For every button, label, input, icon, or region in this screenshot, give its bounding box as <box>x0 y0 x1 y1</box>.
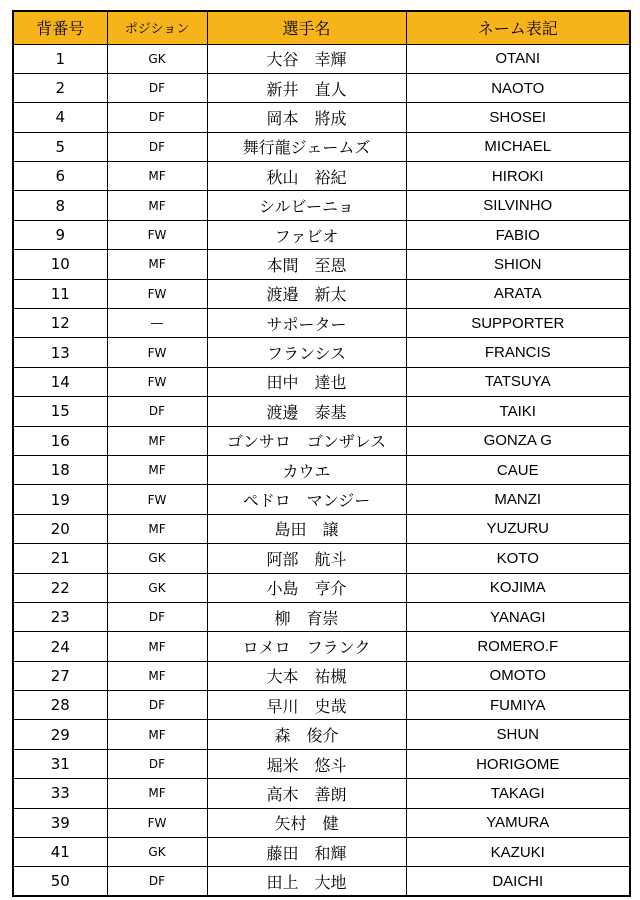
player-number: 33 <box>13 779 107 808</box>
player-name: ファビオ <box>207 220 406 249</box>
player-name: 小島 亨介 <box>207 573 406 602</box>
player-number: 9 <box>13 220 107 249</box>
player-number: 14 <box>13 367 107 396</box>
table-row <box>13 867 630 896</box>
table-row <box>13 338 630 367</box>
player-position: DF <box>107 103 207 132</box>
player-position: FW <box>107 338 207 367</box>
player-position: DF <box>107 73 207 102</box>
player-position: MF <box>107 632 207 661</box>
player-name: 柳 育崇 <box>207 602 406 631</box>
player-name-notation: FRANCIS <box>406 338 630 367</box>
player-name: 早川 史哉 <box>207 691 406 720</box>
player-name-notation: OTANI <box>406 44 630 73</box>
player-name-notation: DAICHI <box>406 867 630 896</box>
player-number: 22 <box>13 573 107 602</box>
table-row <box>13 220 630 249</box>
player-name-notation: MANZI <box>406 485 630 514</box>
table-row <box>13 279 630 308</box>
player-name-notation: SHUN <box>406 720 630 749</box>
player-name: ゴンサロ ゴンザレス <box>207 426 406 455</box>
player-name-notation: CAUE <box>406 455 630 484</box>
table-row <box>13 455 630 484</box>
player-name-notation: MICHAEL <box>406 132 630 161</box>
player-name-notation: YAMURA <box>406 808 630 837</box>
player-name-notation: YANAGI <box>406 602 630 631</box>
player-name-notation: TAKAGI <box>406 779 630 808</box>
table-row <box>13 250 630 279</box>
player-name-notation: ROMERO.F <box>406 632 630 661</box>
player-name: サポーター <box>207 309 406 338</box>
table-row <box>13 485 630 514</box>
player-number: 10 <box>13 250 107 279</box>
player-number: 27 <box>13 661 107 690</box>
player-name: シルビーニョ <box>207 191 406 220</box>
table-row <box>13 749 630 778</box>
player-name-notation: TATSUYA <box>406 367 630 396</box>
player-number: 8 <box>13 191 107 220</box>
player-name-notation: KAZUKI <box>406 838 630 867</box>
player-number: 11 <box>13 279 107 308</box>
table-row <box>13 73 630 102</box>
table-row <box>13 720 630 749</box>
table-row <box>13 103 630 132</box>
player-position: DF <box>107 749 207 778</box>
player-number: 5 <box>13 132 107 161</box>
player-position: FW <box>107 279 207 308</box>
player-number: 19 <box>13 485 107 514</box>
player-position: MF <box>107 661 207 690</box>
player-name-notation: YUZURU <box>406 514 630 543</box>
table-row <box>13 808 630 837</box>
player-number: 23 <box>13 602 107 631</box>
player-position: FW <box>107 808 207 837</box>
player-number: 2 <box>13 73 107 102</box>
player-name: 高木 善朗 <box>207 779 406 808</box>
table-row <box>13 661 630 690</box>
roster-table-body <box>13 44 630 896</box>
player-name-notation: HIROKI <box>406 162 630 191</box>
table-row <box>13 573 630 602</box>
player-name-notation: KOTO <box>406 544 630 573</box>
player-position: DF <box>107 132 207 161</box>
player-position: MF <box>107 779 207 808</box>
table-row <box>13 632 630 661</box>
player-position: MF <box>107 191 207 220</box>
table-row <box>13 426 630 455</box>
player-position: GK <box>107 838 207 867</box>
table-row <box>13 309 630 338</box>
player-name-notation: NAOTO <box>406 73 630 102</box>
header-name-notation: ネーム表記 <box>406 11 630 44</box>
table-row <box>13 367 630 396</box>
player-name: 渡邊 泰基 <box>207 397 406 426</box>
player-position: MF <box>107 514 207 543</box>
player-position: MF <box>107 426 207 455</box>
player-name: 島田 譲 <box>207 514 406 543</box>
player-name: 田上 大地 <box>207 867 406 896</box>
player-position: DF <box>107 602 207 631</box>
player-position: DF <box>107 867 207 896</box>
player-name: ペドロ マンジー <box>207 485 406 514</box>
player-name: カウエ <box>207 455 406 484</box>
player-position: MF <box>107 162 207 191</box>
player-name-notation: ARATA <box>406 279 630 308</box>
player-name-notation: OMOTO <box>406 661 630 690</box>
player-name-notation: SILVINHO <box>406 191 630 220</box>
player-number: 29 <box>13 720 107 749</box>
player-name: 大本 祐槻 <box>207 661 406 690</box>
table-row <box>13 691 630 720</box>
player-position: GK <box>107 44 207 73</box>
player-name-notation: GONZA G <box>406 426 630 455</box>
table-row <box>13 44 630 73</box>
player-name: 堀米 悠斗 <box>207 749 406 778</box>
player-name-notation: SHOSEI <box>406 103 630 132</box>
player-number: 13 <box>13 338 107 367</box>
player-position: ― <box>107 309 207 338</box>
player-number: 21 <box>13 544 107 573</box>
player-position: FW <box>107 220 207 249</box>
player-name: 秋山 裕紀 <box>207 162 406 191</box>
header-position: ポジション <box>107 11 207 44</box>
table-row <box>13 514 630 543</box>
table-row <box>13 544 630 573</box>
table-row <box>13 602 630 631</box>
player-name-notation: TAIKI <box>406 397 630 426</box>
player-name: 渡邉 新太 <box>207 279 406 308</box>
player-name-notation: HORIGOME <box>406 749 630 778</box>
player-number: 31 <box>13 749 107 778</box>
player-name-notation: SUPPORTER <box>406 309 630 338</box>
header-player-name: 選手名 <box>207 11 406 44</box>
header-row <box>13 11 630 44</box>
player-position: MF <box>107 250 207 279</box>
player-position: DF <box>107 691 207 720</box>
player-position: FW <box>107 485 207 514</box>
header-number: 背番号 <box>13 11 107 44</box>
player-name: 阿部 航斗 <box>207 544 406 573</box>
player-position: GK <box>107 573 207 602</box>
player-number: 18 <box>13 455 107 484</box>
player-number: 4 <box>13 103 107 132</box>
player-number: 28 <box>13 691 107 720</box>
roster-table-header <box>13 11 630 44</box>
player-name: 矢村 健 <box>207 808 406 837</box>
player-position: FW <box>107 367 207 396</box>
player-name: 岡本 將成 <box>207 103 406 132</box>
table-row <box>13 838 630 867</box>
player-position: DF <box>107 397 207 426</box>
player-name-notation: FABIO <box>406 220 630 249</box>
table-row <box>13 779 630 808</box>
player-number: 39 <box>13 808 107 837</box>
player-name: 新井 直人 <box>207 73 406 102</box>
player-number: 1 <box>13 44 107 73</box>
player-number: 16 <box>13 426 107 455</box>
player-number: 50 <box>13 867 107 896</box>
player-name: 田中 達也 <box>207 367 406 396</box>
player-name: 森 俊介 <box>207 720 406 749</box>
player-name: 舞行龍ジェームズ <box>207 132 406 161</box>
player-number: 41 <box>13 838 107 867</box>
player-name-notation: KOJIMA <box>406 573 630 602</box>
roster-table <box>12 10 631 897</box>
player-name-notation: FUMIYA <box>406 691 630 720</box>
player-name: フランシス <box>207 338 406 367</box>
player-name: ロメロ フランク <box>207 632 406 661</box>
table-row <box>13 191 630 220</box>
table-row <box>13 132 630 161</box>
player-number: 15 <box>13 397 107 426</box>
player-position: GK <box>107 544 207 573</box>
player-name: 大谷 幸輝 <box>207 44 406 73</box>
player-number: 6 <box>13 162 107 191</box>
player-number: 12 <box>13 309 107 338</box>
player-name-notation: SHION <box>406 250 630 279</box>
table-row <box>13 162 630 191</box>
player-name: 藤田 和輝 <box>207 838 406 867</box>
player-number: 24 <box>13 632 107 661</box>
player-position: MF <box>107 720 207 749</box>
table-row <box>13 397 630 426</box>
player-number: 20 <box>13 514 107 543</box>
player-position: MF <box>107 455 207 484</box>
player-name: 本間 至恩 <box>207 250 406 279</box>
